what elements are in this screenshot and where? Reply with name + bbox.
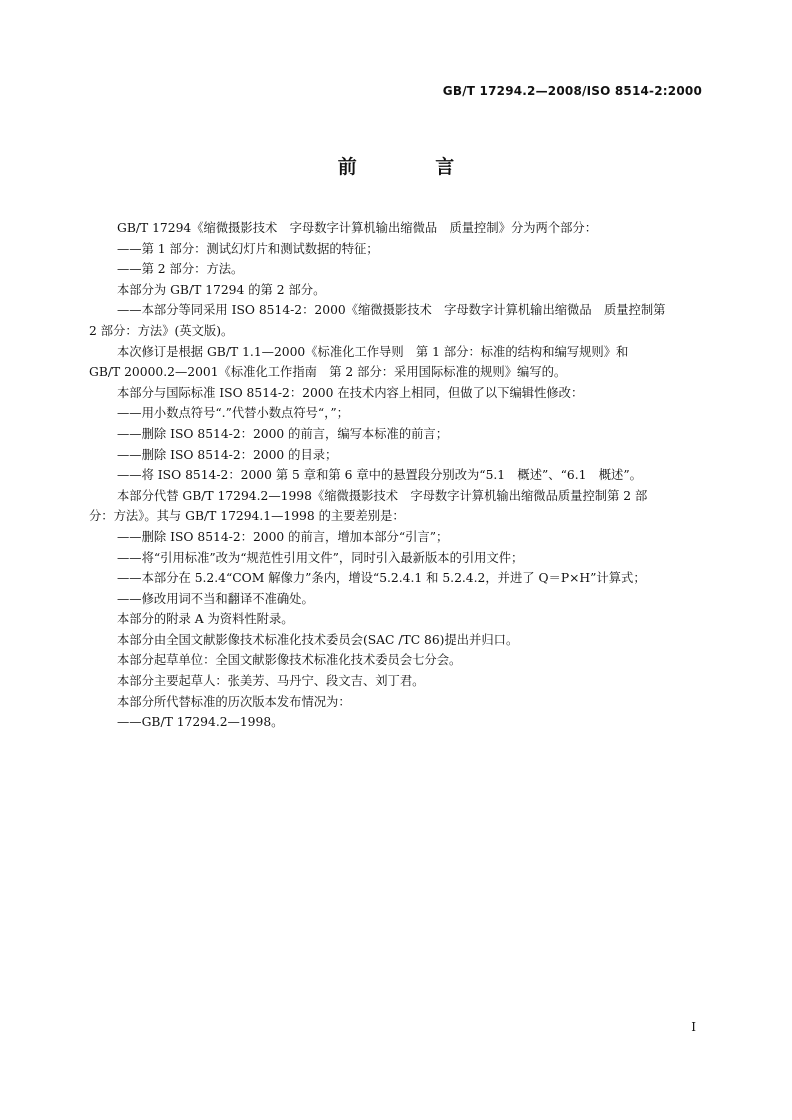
list-item: ——删除 ISO 8514-2：2000 的前言，增加本部分“引言”；: [117, 529, 449, 544]
standard-identifier: GB/T 17294.2—2008/ISO 8514-2:2000: [442, 84, 702, 98]
paragraph: 本部分与国际标准 ISO 8514-2：2000 在技术内容上相同，但做了以下编辑性修改：: [117, 385, 584, 400]
list-item: ——删除 ISO 8514-2：2000 的目录；: [117, 447, 338, 462]
list-item: ——将“引用标准”改为“规范性引用文件”，同时引入最新版本的引用文件；: [117, 550, 524, 565]
list-item: ——删除 ISO 8514-2：2000 的前言，编写本标准的前言；: [117, 426, 449, 441]
paragraph: 本部分为 GB/T 17294 的第 2 部分。: [117, 282, 326, 297]
list-item: ——用小数点符号“.”代替小数点符号“，”；: [117, 406, 349, 421]
list-item: ——本部分等同采用 ISO 8514-2：2000《缩微摄影技术 字母数字计算机输出缩微品 质量控制第: [117, 303, 666, 318]
page-title: 前 言: [337, 156, 491, 178]
paragraph: GB/T 17294《缩微摄影技术 字母数字计算机输出缩微品 质量控制》分为两个部分：: [117, 221, 598, 235]
list-item: ——修改用词不当和翻译不准确处。: [117, 591, 314, 606]
paragraph: 本部分由全国文献影像技术标准化技术委员会(SAC /TC 86)提出并归口。: [117, 632, 519, 647]
foreword-body: [89, 218, 703, 733]
paragraph: 本次修订是根据 GB/T 1.1—2000《标准化工作导则 第 1 部分：标准的结构和编写规则》和: [117, 344, 629, 359]
paragraph: 本部分起草单位：全国文献影像技术标准化技术委员会七分会。: [117, 653, 462, 668]
list-item: ——GB/T 17294.2—1998。: [117, 715, 284, 730]
paragraph: 本部分所代替标准的历次版本发布情况为：: [117, 694, 351, 709]
paragraph: 本部分主要起草人：张美芳、马丹宁、段文吉、刘丁君。: [117, 674, 425, 689]
list-item: ——第 1 部分：测试幻灯片和测试数据的特征；: [117, 241, 379, 256]
paragraph-continuation: 2 部分：方法》(英文版)。: [89, 323, 234, 338]
page-number: I: [691, 1020, 696, 1034]
list-item: ——本部分在 5.2.4“COM 解像力”条内，增设“5.2.4.1 和 5.2.4.2，并进了 Q＝P×H”计算式；: [117, 571, 646, 586]
paragraph-continuation: GB/T 20000.2—2001《标准化工作指南 第 2 部分：采用国际标准的规则》编写的。: [89, 365, 567, 380]
paragraph: 本部分的附录 A 为资料性附录。: [117, 612, 294, 627]
paragraph-continuation: 分：方法》。其与 GB/T 17294.1—1998 的主要差别是：: [89, 509, 405, 524]
list-item: ——第 2 部分：方法。: [117, 262, 244, 277]
list-item: ——将 ISO 8514-2：2000 第 5 章和第 6 章中的悬置段分别改为“5.1 概述”、“6.1 概述”。: [117, 468, 642, 483]
paragraph: 本部分代替 GB/T 17294.2—1998《缩微摄影技术 字母数字计算机输出缩微品质量控制第 2 部: [117, 488, 648, 503]
